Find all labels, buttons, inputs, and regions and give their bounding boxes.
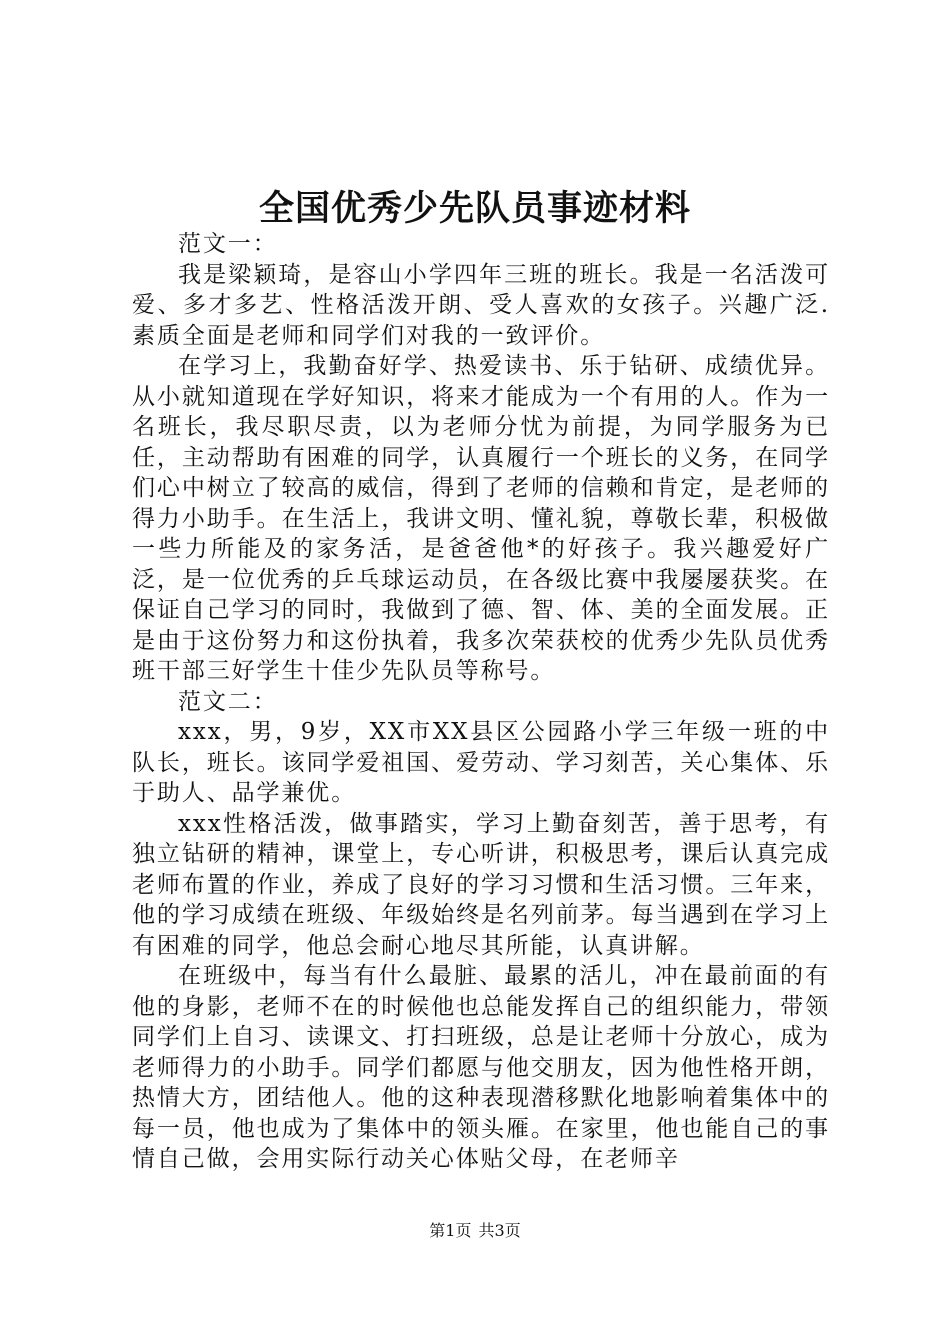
document-title: 全国优秀少先队员事迹材料	[258, 188, 691, 229]
document-body	[132, 229, 830, 1175]
page-footer	[0, 1221, 950, 1241]
section-label: 范文一：	[178, 231, 278, 257]
paragraph: 我是梁颖琦，是容山小学四年三班的班长。我是一名活泼可爱、多才多艺、性格活泼开朗、受人喜欢的女孩子。兴趣广泛.素质全面是老师和同学们对我的一致评价。	[132, 261, 830, 349]
paragraph: xxx性格活泼，做事踏实，学习上勤奋刻苦，善于思考，有独立钻研的精神，课堂上，专心听讲，积极思考，课后认真完成老师布置的作业，养成了良好的学习习惯和生活习惯。三年来，他的学习成绩在班级、年级始终是名列前茅。每当遇到在学习上有困难的同学，他总会耐心地尽其所能，认真讲解。	[132, 810, 830, 959]
page-number-indicator: 第1页 共3页	[429, 1221, 521, 1240]
paragraph: xxx，男，9岁，XX市XX县区公园路小学三年级一班的中队长，班长。该同学爱祖国、爱劳动、学习刻苦，关心集体、乐于助人、品学兼优。	[132, 719, 830, 806]
section-label: 范文二：	[178, 688, 278, 715]
paragraph: 在班级中，每当有什么最脏、最累的活儿，冲在最前面的有他的身影，老师不在的时候他也总能发挥自己的组织能力，带领同学们上自习、读课文、打扫班级，总是让老师十分放心，成为老师得力的小助手。同学们都愿与他交朋友，因为他性格开朗，热情大方，团结他人。他的这种表现潜移默化地影响着集体中的每一员，他也成为了集体中的领头雁。在家里，他也能自己的事情自己做，会用实际行动关心体贴父母，在老师辛	[132, 963, 830, 1172]
paragraph: 在学习上，我勤奋好学、热爱读书、乐于钻研、成绩优异。从小就知道现在学好知识，将来才能成为一个有用的人。作为一名班长，我尽职尽责，以为老师分忧为前提，为同学服务为已任，主动帮助有困难的同学，认真履行一个班长的义务，在同学们心中树立了较高的威信，得到了老师的信赖和肯定，是老师的得力小助手。在生活上，我讲文明、懂礼貌，尊敬长辈，积极做一些力所能及的家务活，是爸爸他*的好孩子。我兴趣爱好广泛，是一位优秀的乒乓球运动员，在各级比赛中我屡屡获奖。在保证自己学习的同时，我做到了德、智、体、美的全面发展。正是由于这份努力和这份执着，我多次荣获校的优秀少先队员优秀班干部三好学生十佳少先队员等称号。	[132, 353, 830, 684]
